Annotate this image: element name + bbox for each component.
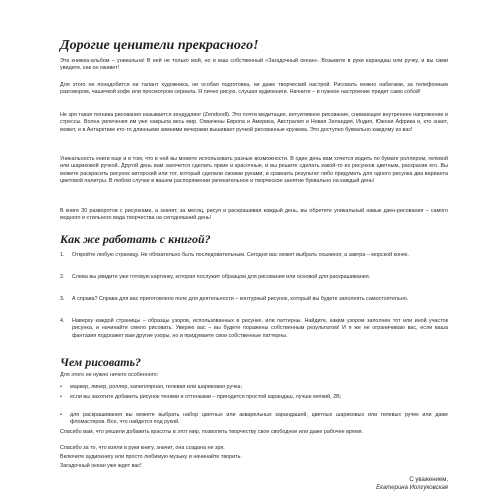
signature-greeting: С уважением, [409,477,448,483]
list-text: Слева вы увидите уже готовую картинку, которая послужит образцом для рисования или основой для раскрашивания. [72,274,371,280]
list-number: 2. [60,274,65,280]
signature-name: Екатерина Иолгуковская [376,485,448,491]
intro-paragraph-4: Уникальность книги еще и в том, что в ней вы можете использовать разные возможности. В один день вам хочется водить по бумаге роллером, гелевой или шариковой ручкой. Другой день вам захочется сделать яркие и красочные, и вы решите сделать какой-то из рисунков цветным, раскрасив его. Вы можете раскрасить рисунок авторский или тот, который сделали своими руками, и сравнить результат либо придумать для одного рисунка два варианта цветовой палитры. В любом случае в вашем распоряжении увлекательное и творческое занятие буквально на каждый день! [60,156,448,185]
closing-paragraph-4: Загадочный океан уже ждет вас! [60,463,142,469]
intro-paragraph-1: Эта книжка-альбом – уникальна! В ней не только мой, но и ваш собственный «Загадочный океан». Возьмите в руки карандаш или ручку, и вы сами увидите, как он оживет! [60,58,448,72]
page: Дорогие ценители прекрасного! Эта книжка-альбом – уникальна! В ней не только мой, но и ваш собственный «Загадочный океан». Возьмите в руки карандаш или ручку, и вы сами увидите, как он оживет! Для этого не понадобится ни талант художника, ни особая подготовка, ни даже творческий настрой. Рисовать можно набегами, за телефонным разговором, чашечкой кофе или просмотром сериала. Я лично рисую, слушая аудиокниги. Начните – и нужное настроение придет само собой! Не зря такая техника рисования называется зендудлинг (Zendoodl). Это почти медитация, интуитивное рисование, снимающее внутреннее напряжение и стрессы. Волна увлечения им уже накрыла весь мир. Охвачены Европа и Америка, Австралия и Новая Зеландия, Индия, Южная Африка и, кто знает, может, и в Антарктике кто-то длинными зимними вечерами вышивает ручкой рисованные кружева. Это доступно буквально каждому из вас! Уникальность книги еще и в том, что в ней вы можете использовать разные возможности. В один день вам хочется водить по бумаге роллером, гелевой или шариковой ручкой. Другой день вам захочется сделать яркие и красочные, и вы решите сделать какой-то из рисунков цветным, раскрасив его. Вы можете раскрасить рисунок авторский или тот, который сделали своими руками, и сравнить результат либо придумать для одного рисунка два варианта цветовой палитры. В любом случае в вашем распоряжении увлекательное и творческое занятие буквально на каждый день! В книге 30 разворотов с рисунками, а значит, за месяц, рисуя и раскрашивая каждый день, вы обретете уникальный навык дзен-рисования – самого модного и стильного вида творчества на сегодняшний день! Как же работать с книгой? 1. Откройте любую страницу. Не обязательно быть последовательным. Сегодня вас может выбрать осьминог, а завтра – морской конек. 2. Слева вы увидите уже готовую картинку, которая послужит образцом для рисования или основой для раскрашивания. 3. А справа? Справа для вас приготовлено поле для деятельности – контурный рисунок, который вы будете заполнять самостоятельно. 4. Наверху каждой страницы – образцы узоров, использованных в рисунке, или паттерны. Найдите, каким узором заполнен тот или иной участок рисунка, и начинайте смело рисовать. Уверяю вас – вы будете поражены собственным результатом! И я же не ограничиваю вас, если ваша фантазия подскажет вам другие узоры, но и придумаете свои собственные паттерны. Чем рисовать? Для этого не нужно ничего особенного: • маркер, линер, роллер, капиллярная, гелевая или шариковая ручка; • если вы захотите добавить рисунок тенями и оттенками – пригодится простой карандаш, лучше мягкий, 2B; • для раскрашивания вы можете выбрать набор цветных или акварельных карандашей, цветных шариковых или гелевых ручек или даже фломастеров. Все, что найдется под рукой. Спасибо вам, что решили добавить красоты в этот мир, позволить творчеству свое свободное или даже рабочее время. Спасибо за то, что взяли в руки книгу, значит, она создана не зря. Включите аудиокнигу или просто любимую музыку и начинайте творить. Загадочный океан уже ждет вас! С уважением, Екатерина Иолгуковская [60,38,448,491]
list-number: 4. [60,318,65,324]
page-title: Дорогие ценители прекрасного! [60,38,259,53]
closing-paragraph-2: Спасибо за то, что взяли в руки книгу, значит, она создана не зря. [60,445,225,451]
list-text: Наверху каждой страницы – образцы узоров, использованных в рисунке, или паттерны. Найдите, каким узором заполнен тот или иной участок рисунка, и начинайте смело рисовать. Уверяю вас – вы будете поражены собственным результатом! И я же не ограничиваю вас, если ваша фантазия подскажет вам другие узоры, но и придумаете свои собственные паттерны. [72,318,448,339]
section-heading-work: Как же работать с книгой? [60,232,211,246]
closing-paragraph-3: Включите аудиокнигу или просто любимую музыку и начинайте творить. [60,454,242,460]
section-lead: Для этого не нужно ничего особенного: [60,372,159,378]
section-heading-draw: Чем рисовать? [60,355,142,369]
intro-paragraph-2: Для этого не понадобится ни талант художника, ни особая подготовка, ни даже творческий настрой. Рисовать можно набегами, за телефонным разговором, чашечкой кофе или просмотром сериала. Я лично рисую, слушая аудиокниги. Начните – и нужное настроение придет само собой! [60,82,448,96]
intro-paragraph-5: В книге 30 разворотов с рисунками, а значит, за месяц, рисуя и раскрашивая каждый день, вы обретете уникальный навык дзен-рисования – самого модного и стильного вида творчества на сегодняшний день! [60,208,448,222]
bullet-text: для раскрашивания вы можете выбрать набор цветных или акварельных карандашей, цветных шариковых или гелевых ручек или даже фломастеров. Все, что найдется под рукой. [70,412,448,426]
list-text: А справа? Справа для вас приготовлено поле для деятельности – контурный рисунок, который вы будете заполнять самостоятельно. [72,296,409,302]
list-number: 3. [60,296,65,302]
list-text: Откройте любую страницу. Не обязательно быть последовательным. Сегодня вас может выбрать осьминог, а завтра – морской конек. [72,252,409,258]
bullet-text: если вы захотите добавить рисунок тенями и оттенками – пригодится простой карандаш, лучше мягкий, 2B; [70,394,342,400]
list-number: 1. [60,252,65,258]
intro-paragraph-3: Не зря такая техника рисования называется зендудлинг (Zendoodl). Это почти медитация, интуитивное рисование, снимающее внутреннее напряжение и стрессы. Волна увлечения им уже накрыла весь мир. Охвачены Европа и Америка, Австралия и Новая Зеландия, Индия, Южная Африка и, кто знает, может, и в Антарктике кто-то длинными зимними вечерами вышивает ручкой рисованные кружева. Это доступно буквально каждому из вас! [60,112,448,133]
signature [376,476,448,492]
bullet-text: маркер, линер, роллер, капиллярная, гелевая или шариковая ручка; [70,384,242,390]
closing-paragraph-1: Спасибо вам, что решили добавить красоты в этот мир, позволить творчеству свое свободное или даже рабочее время. [60,429,364,435]
